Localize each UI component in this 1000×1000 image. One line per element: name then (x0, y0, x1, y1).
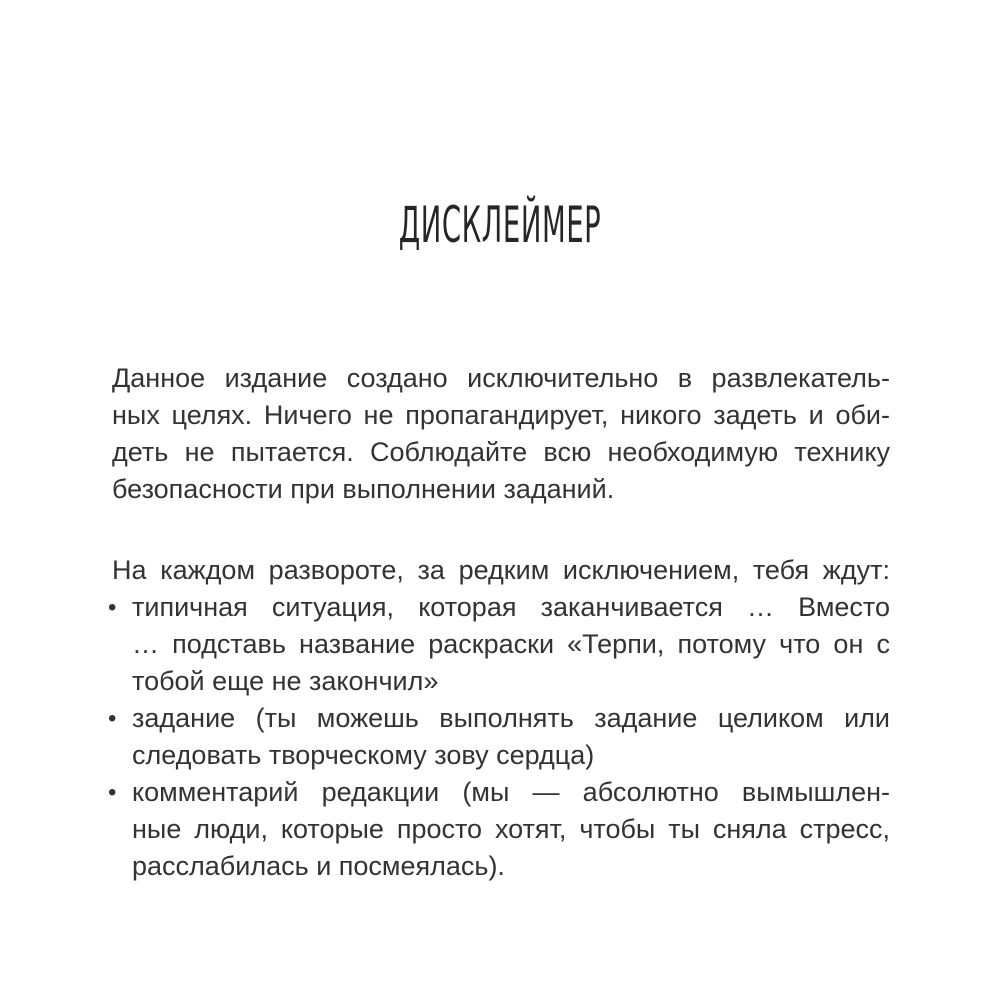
paragraph-line: Данное издание создано исключительно в развлекатель- (112, 363, 890, 393)
list-item-line: тобой еще не закончил» (132, 666, 439, 696)
list-item-line: ные люди, которые просто хотят, чтобы ты сняла стресс, (132, 814, 890, 844)
bullet-icon: • (108, 705, 117, 732)
section-intro: На каждом развороте, за редким исключением, тебя ждут: (112, 555, 890, 585)
bullet-icon: • (108, 594, 117, 621)
paragraph-line: ных целях. Ничего не пропагандирует, никого задеть и оби- (112, 400, 890, 430)
bullet-icon: • (108, 779, 117, 806)
list-item (108, 700, 890, 774)
list-item-line: … подставь название раскраски «Терпи, потому что он с (132, 629, 890, 659)
list-item-line: задание (ты можешь выполнять задание целиком или (132, 703, 890, 733)
paragraph-line: безопасности при выполнении заданий. (112, 474, 615, 504)
list-item-line: комментарий редакции (мы — абсолютно вымышлен- (132, 777, 890, 807)
list-item-line: следовать творческому зову сердца) (132, 740, 595, 770)
list-item (108, 774, 890, 885)
paragraph-line: деть не пытается. Соблюдайте всю необходимую технику (112, 437, 890, 467)
disclaimer-paragraph (112, 360, 890, 508)
page-title: ДИСКЛЕЙМЕР (398, 196, 602, 254)
spread-contents-section (108, 552, 890, 885)
list-item-line: типичная ситуация, которая заканчивается … Вместо (132, 592, 890, 622)
list-item (108, 589, 890, 700)
list-item-line: расслабилась и посмеялась). (132, 851, 505, 881)
